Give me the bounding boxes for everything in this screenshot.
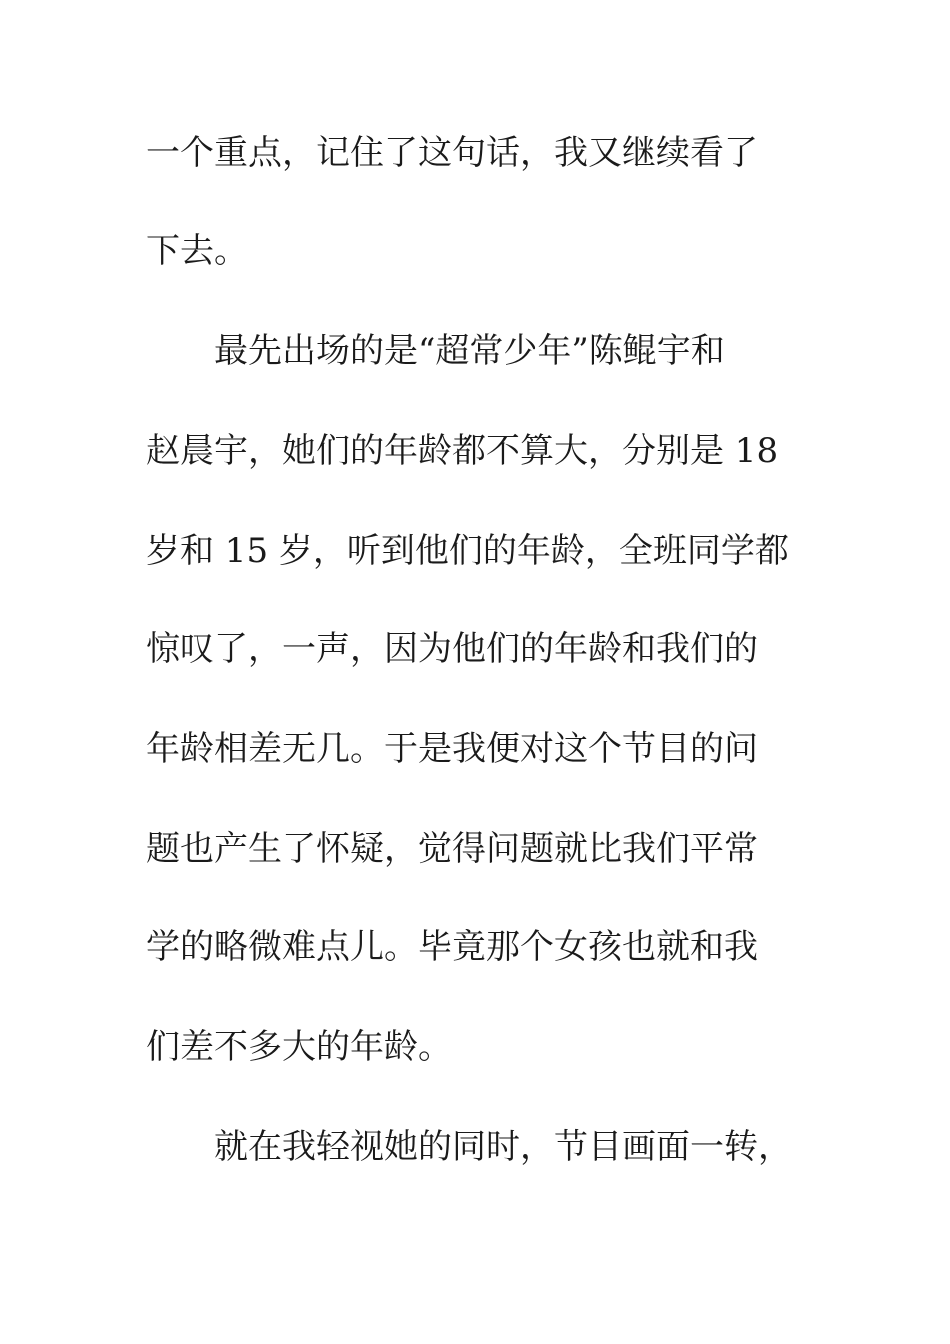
text-line: 题也产生了怀疑，觉得问题就比我们平常 (146, 829, 758, 869)
text-line: 年龄相差无几。于是我便对这个节目的问 (146, 729, 758, 769)
text-line: 一个重点，记住了这句话，我又继续看了 (146, 133, 758, 173)
text-line: 岁和 15 岁，听到他们的年龄，全班同学都 (146, 531, 789, 571)
text-line: 学的略微难点儿。毕竟那个女孩也就和我 (146, 927, 758, 967)
text-line: 惊叹了，一声，因为他们的年龄和我们的 (146, 629, 758, 669)
paragraph-start-line: 就在我轻视她的同时，节目画面一转， (214, 1127, 792, 1167)
paragraph-start-line: 最先出场的是“超常少年”陈鲲宇和 (214, 331, 725, 371)
text-line: 赵晨宇，她们的年龄都不算大，分别是 18 (146, 431, 779, 471)
text-line: 下去。 (146, 231, 248, 271)
text-line: 们差不多大的年龄。 (146, 1027, 452, 1067)
